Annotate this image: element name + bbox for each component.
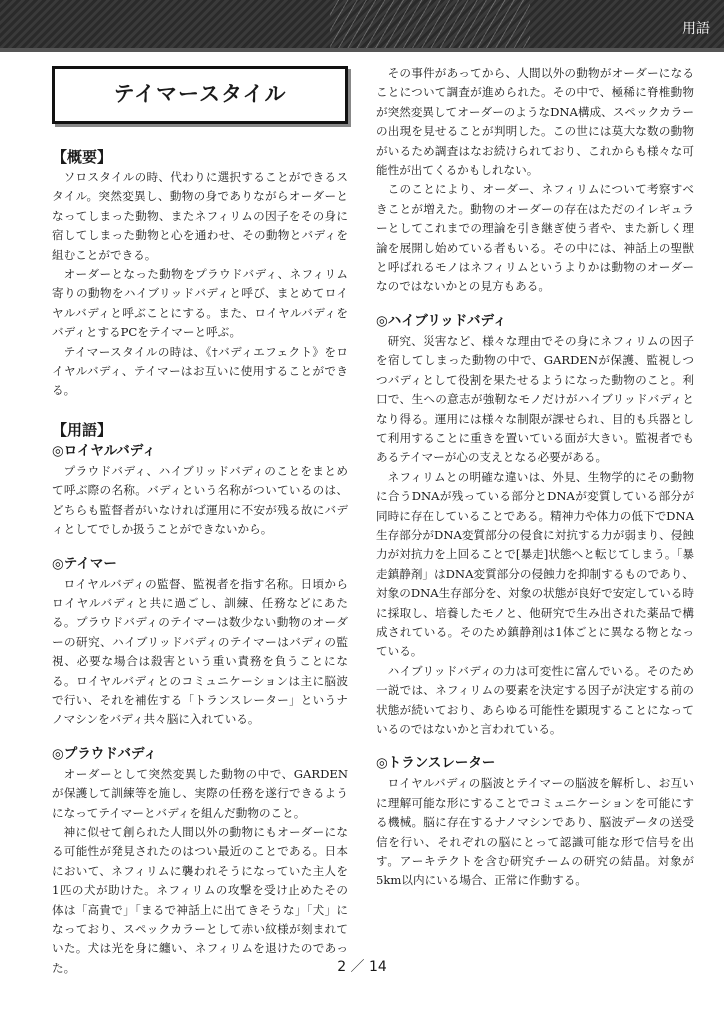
hybrid-buddy-paragraph: 研究、災害など、様々な理由でその身にネフィリムの因子を宿してしまった動物の中で、GARDENが保護、監視しつつバディとして役割を果たせるようになった動物のこと。利口で、生への意志が強靭なモノだけがハイブリッドバディとなり得る。運用には様々な制限が課せられ、目的も兵器として利用することに重きを置いている面が大きい。監視者でもあるテイマーが心の支えとなる必要がある。 — [376, 333, 694, 465]
translator-heading: ◎トランスレーター — [376, 755, 496, 772]
hybrid-buddy-heading: ◎ハイブリッドバディ — [376, 312, 507, 329]
royal-buddy-heading: ◎ロイヤルバディ — [52, 442, 156, 459]
right-column — [376, 64, 694, 891]
translator-paragraph: ロイヤルバディの脳波とテイマーの脳波を解析し、お互いに理解可能な形にすることでコミュニケーションを可能にする機械。脳に存在するナノマシンであり、脳波データの送受信を行い、それぞれの脳にとって認識可能な形で信号を出す。アーキテクトを含む研究チームの研究の結晶。対象が5km以内にいる場合、正常に作動する。 — [376, 776, 694, 888]
terms-heading: 【用語】 — [52, 420, 113, 439]
header-label: 用語 — [682, 21, 710, 37]
hybrid-buddy-paragraph: ネフィリムとの明確な違いは、外見、生物学的にその動物に合うDNAが残っている部分とDNAが変質している部分が同時に存在していることである。精神力や体力の低下でDNA生存部分がDNA変質部分の侵食に対抗する力が弱まり、侵蝕力が対抗力を上回ることで[暴走]状態へと転じてしまう。「暴走鎮静剤」はDNA変質部分の侵蝕力を抑制するものであり、対象のDNA生存部分を、対象の状態が良好で安定している時に採取し、培養したモノと、他研究で生み出された薬品で構成されている。そのため鎮静剤は1体ごとに異なる物となっている。 — [376, 469, 694, 659]
left-column — [52, 66, 348, 978]
proud-buddy-heading: ◎プラウドバディ — [52, 745, 157, 762]
intro-paragraph: このことにより、オーダー、ネフィリムについて考察すべきことが増えた。動物のオーダーの存在はただのイレギュラーとしてこれまでの理論を引き継ぎ使う者や、また新しく理論を展開し始めている者もいる。その中には、神話上の聖獣と呼ばれるモノはネフィリムというよりかは動物のオーダーなのではないかとの見方もある。 — [376, 182, 694, 294]
overview-paragraph: オーダーとなった動物をプラウドバディ、ネフィリム寄りの動物をハイブリッドバディと呼び、まとめてロイヤルバディと呼ぶことにする。また、ロイヤルバディをバディとするPCをテイマーと呼ぶ。 — [52, 267, 348, 340]
overview-paragraph: テイマースタイルの時は、《†バディエフェクト》をロイヤルバディ、テイマーはお互いに使用することができる。 — [52, 344, 348, 398]
tamer-paragraph: ロイヤルバディの監督、監視者を指す名称。日頃からロイヤルバディと共に過ごし、訓練、任務などにあたる。プラウドバディのテイマーは数少ない動物のオーダーの研究、ハイブリッドバディのテイマーはバディの監視、必要な場合は殺害という重い責務を負うことになる。ロイヤルバディとのコミュニケーションは主に脳波で行い、それを補佐する「トランスレーター」というナノマシンをバディ共々脳に入れている。 — [52, 576, 348, 727]
header-band — [0, 0, 724, 52]
overview-heading: 【概要】 — [52, 148, 113, 166]
overview-paragraph: ソロスタイルの時、代わりに選択することができるスタイル。突然変異し、動物の身でありながらオーダーとなってしまった動物、またネフィリムの因子をその身に宿してしまった動物と心を通わせ、その動物とバディを組むことができる。 — [52, 170, 348, 262]
title-box — [52, 66, 348, 124]
tamer-heading: ◎テイマー — [52, 555, 117, 572]
hybrid-buddy-paragraph: ハイブリッドバディの力は可変性に富んでいる。そのため一説では、ネフィリムの要素を決定する因子が決定する前の状態が続いており、あらゆる可能性を顕現することになっているのではないかと言われている。 — [376, 663, 694, 736]
header-decoration — [330, 0, 530, 52]
page-title: テイマースタイル — [113, 82, 287, 107]
proud-buddy-paragraph: オーダーとして突然変異した動物の中で、GARDENが保護して訓練等を施し、実際の任務を遂行できるようになってテイマーとバディを組んだ動物のこと。 — [52, 766, 348, 820]
intro-paragraph: その事件があってから、人間以外の動物がオーダーになることについて調査が進められた。その中で、極稀に脊椎動物が突然変異してオーダーのようなDNA構成、スペックカラーの出現を見せることが判明した。この世には莫大な数の動物がいるため調査はなお続けられており、これからも様々な可能性が出てくるかもしれない。 — [376, 66, 694, 178]
proud-buddy-paragraph: 神に似せて創られた人間以外の動物にもオーダーになる可能性が発見されたのはつい最近のことである。日本において、ネフィリムに襲われそうになっていた主人を1匹の犬が助けた。ネフィリムの攻撃を受け止めたその体は「高貴で」「まるで神話上に出てきそうな」「犬」になっており、スペックカラーとして赤い紋様が刻まれていた。犬は光を身に纏い、ネフィリムを退けたのであった。 — [52, 824, 348, 975]
page-number: 2 ／ 14 — [337, 959, 387, 975]
royal-buddy-paragraph: プラウドバディ、ハイブリッドバディのことをまとめて呼ぶ際の名称。バディという名称がついているのは、どちらも監督者がいなければ運用に不安が残る故にバディとしてでしか扱うことができないから。 — [52, 463, 348, 537]
